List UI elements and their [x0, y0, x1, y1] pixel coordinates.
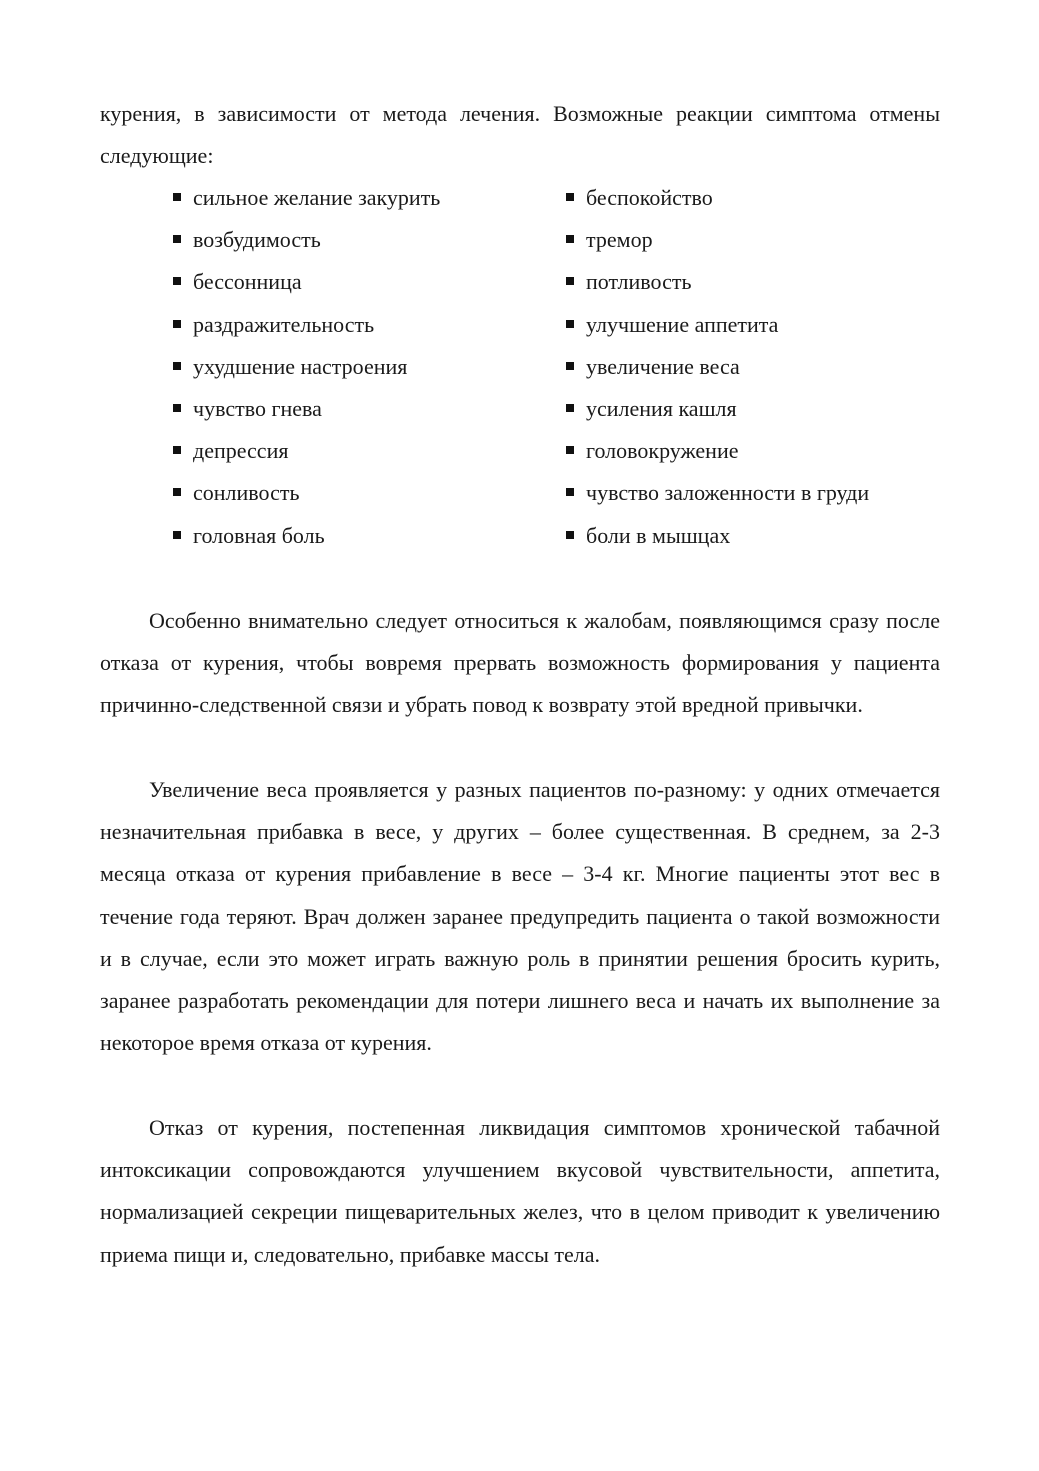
paragraph-complaints: Особенно внимательно следует относиться к жалобам, появляющимся сразу после отказа от курения, чтобы вовремя прервать возможность формирования у пациента причинно-следственной связи и убрать повод к возврату этой вредной привычки.	[100, 608, 940, 718]
square-bullet-icon	[173, 235, 181, 243]
list-item-label: усиления кашля	[586, 396, 737, 422]
list-item-label: увеличение веса	[586, 353, 740, 379]
list-item	[558, 219, 943, 261]
paragraph-weight-gain: Увеличение веса проявляется у разных пациентов по-разному: у одних отмечается незначительная прибавка в весе, у других – более существенная. В среднем, за 2-3 месяца отказа от курения прибавление в весе – 3-4 кг. Многие пациенты этот вес в течение года теряют. Врач должен заранее предупредить пациента о такой возможности и в случае, если это может играть важную роль в принятии решения бросить курить, заранее разработать рекомендации для потери лишнего веса и начать их выполнение за некоторое время отказа от курения.	[100, 777, 940, 1056]
square-bullet-icon	[566, 488, 574, 496]
list-item-label: ухудшение настроения	[193, 353, 408, 379]
list-item	[165, 472, 560, 514]
symptoms-list-right	[558, 177, 943, 557]
list-item-label: головная боль	[193, 522, 325, 548]
square-bullet-icon	[566, 235, 574, 243]
square-bullet-icon	[566, 446, 574, 454]
list-item-label: чувство заложенности в груди	[586, 480, 870, 506]
square-bullet-icon	[566, 404, 574, 412]
square-bullet-icon	[173, 193, 181, 201]
list-item-label: улучшение аппетита	[586, 311, 779, 337]
list-item-label: боли в мышцах	[586, 522, 731, 548]
square-bullet-icon	[173, 320, 181, 328]
symptoms-list-left	[165, 177, 560, 557]
list-item	[558, 430, 943, 472]
list-item-label: беспокойство	[586, 185, 713, 210]
list-item	[558, 388, 943, 430]
list-item	[558, 261, 943, 303]
list-item	[558, 515, 943, 557]
square-bullet-icon	[566, 362, 574, 370]
list-item-label: сонливость	[193, 480, 300, 506]
list-item-label: бессонница	[193, 269, 302, 295]
list-item-label: сильное желание закурить	[193, 185, 441, 210]
list-item-label: депрессия	[193, 438, 289, 464]
list-item	[165, 177, 560, 219]
square-bullet-icon	[566, 277, 574, 285]
square-bullet-icon	[173, 404, 181, 412]
square-bullet-icon	[566, 193, 574, 201]
list-item-label: тремор	[586, 227, 653, 253]
list-item	[165, 304, 560, 346]
list-item	[165, 430, 560, 472]
square-bullet-icon	[173, 446, 181, 454]
square-bullet-icon	[173, 531, 181, 539]
list-item-label: головокружение	[586, 438, 739, 464]
list-item-label: чувство гнева	[193, 396, 322, 422]
list-item	[165, 388, 560, 430]
square-bullet-icon	[566, 531, 574, 539]
list-item	[165, 219, 560, 261]
square-bullet-icon	[173, 277, 181, 285]
square-bullet-icon	[566, 320, 574, 328]
list-item	[165, 346, 560, 388]
list-item-label: раздражительность	[193, 311, 375, 337]
list-item	[558, 472, 943, 514]
square-bullet-icon	[173, 362, 181, 370]
list-item-label: потливость	[586, 269, 692, 295]
square-bullet-icon	[173, 488, 181, 496]
intro-text: курения, в зависимости от метода лечения. Возможные реакции симптома отмены следующие:	[100, 101, 940, 169]
list-item-label: возбудимость	[193, 227, 321, 253]
list-item	[165, 261, 560, 303]
list-item	[558, 304, 943, 346]
list-item	[558, 346, 943, 388]
list-item	[165, 515, 560, 557]
paragraph-intoxication: Отказ от курения, постепенная ликвидация симптомов хронической табачной интоксикации сопровождаются улучшением вкусовой чувствительности, аппетита, нормализацией секреции пищеварительных желез, что в целом приводит к увеличению приема пищи и, следовательно, прибавке массы тела.	[100, 1115, 940, 1267]
list-item	[558, 177, 943, 219]
